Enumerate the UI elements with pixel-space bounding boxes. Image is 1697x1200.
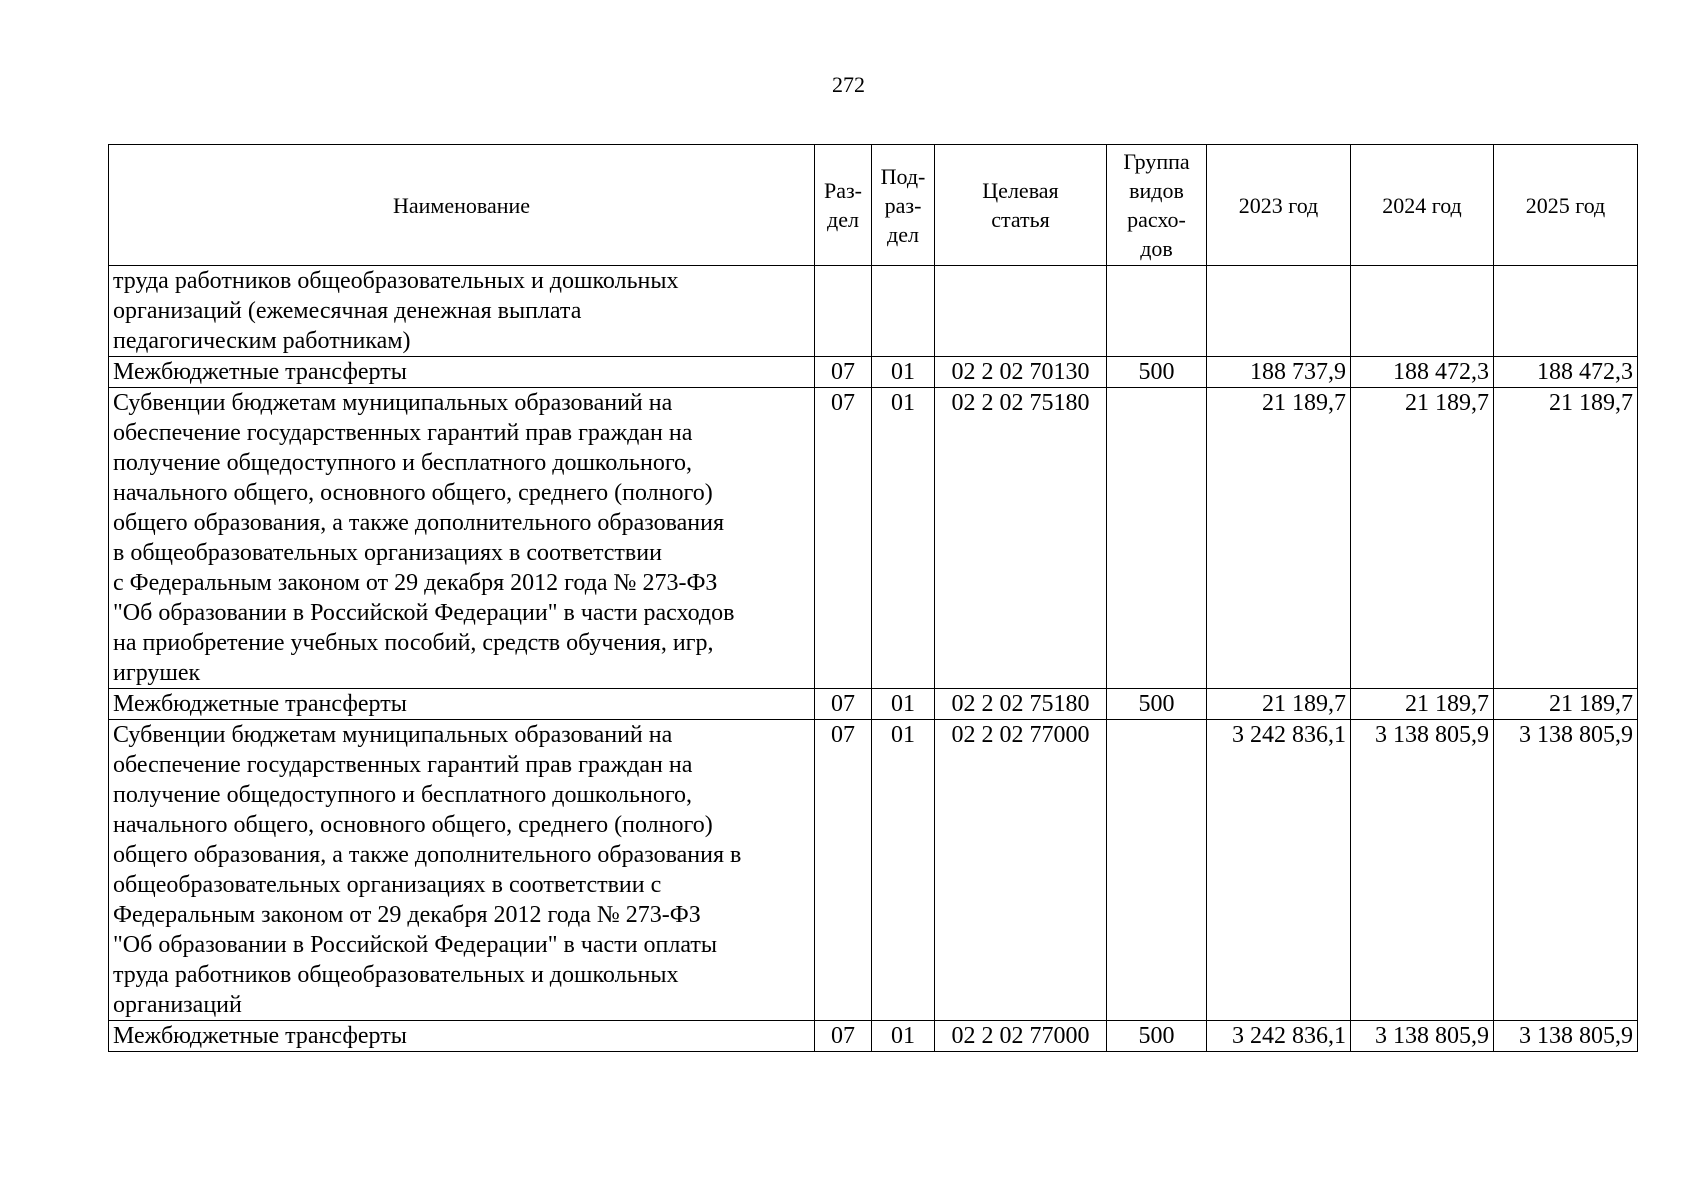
text-line: "Об образовании в Российской Федерации" в части расходов <box>113 600 735 626</box>
text-line: раз- <box>884 192 922 218</box>
header-section <box>815 145 872 266</box>
row-subsection: 01 <box>872 388 935 689</box>
row-name <box>109 1021 815 1052</box>
row-section: 07 <box>815 1021 872 1052</box>
row-2023: 3 242 836,1 <box>1207 1021 1351 1052</box>
table-row <box>109 357 1638 388</box>
text-line: игрушек <box>113 660 201 686</box>
row-article: 02 2 02 75180 <box>935 689 1107 720</box>
header-2024: 2024 год <box>1351 145 1494 266</box>
row-group <box>1107 720 1207 1021</box>
row-2023: 188 737,9 <box>1207 357 1351 388</box>
text-line: Целевая <box>982 178 1059 203</box>
text-line: видов <box>1129 178 1184 203</box>
header-2025: 2025 год <box>1494 145 1638 266</box>
row-subsection: 01 <box>872 689 935 720</box>
header-2023: 2023 год <box>1207 145 1351 266</box>
row-2025: 3 138 805,9 <box>1494 720 1638 1021</box>
text-line: Межбюджетные трансферты <box>113 359 407 385</box>
table-row <box>109 720 1638 1021</box>
budget-table <box>108 144 1638 1052</box>
row-2025: 3 138 805,9 <box>1494 1021 1638 1052</box>
table-row <box>109 388 1638 689</box>
row-2024: 188 472,3 <box>1351 357 1494 388</box>
row-2023: 21 189,7 <box>1207 388 1351 689</box>
text-line: расхо- <box>1127 207 1186 232</box>
text-line: "Об образовании в Российской Федерации" в части оплаты <box>113 932 717 958</box>
row-article <box>935 266 1107 357</box>
header-name: Наименование <box>109 145 815 266</box>
row-2024: 3 138 805,9 <box>1351 1021 1494 1052</box>
row-name <box>109 388 815 689</box>
text-line: общеобразовательных организациях в соответствии с <box>113 872 662 898</box>
row-group <box>1107 266 1207 357</box>
row-2025: 21 189,7 <box>1494 689 1638 720</box>
row-2024: 21 189,7 <box>1351 689 1494 720</box>
row-section: 07 <box>815 689 872 720</box>
table-header-row <box>109 145 1638 266</box>
header-target-article <box>935 145 1107 266</box>
text-line: начального общего, основного общего, среднего (полного) <box>113 480 713 506</box>
row-article: 02 2 02 77000 <box>935 1021 1107 1052</box>
text-line: получение общедоступного и бесплатного дошкольного, <box>113 782 693 808</box>
row-section <box>815 266 872 357</box>
text-line: Федеральным законом от 29 декабря 2012 года № 273-ФЗ <box>113 902 701 928</box>
row-2025: 188 472,3 <box>1494 357 1638 388</box>
row-section: 07 <box>815 720 872 1021</box>
text-line: Группа <box>1123 149 1190 174</box>
table-row <box>109 689 1638 720</box>
text-line: обеспечение государственных гарантий прав граждан на <box>113 420 693 446</box>
page-number: 272 <box>832 72 865 97</box>
row-subsection: 01 <box>872 720 935 1021</box>
row-name <box>109 266 815 357</box>
row-name <box>109 689 815 720</box>
text-line: Межбюджетные трансферты <box>113 691 407 717</box>
row-group: 500 <box>1107 1021 1207 1052</box>
text-line: Субвенции бюджетам муниципальных образований на <box>113 722 673 748</box>
text-line: Под- <box>880 163 926 189</box>
text-line: организаций (ежемесячная денежная выплата <box>113 298 582 324</box>
row-2024 <box>1351 266 1494 357</box>
text-line: дов <box>1140 236 1173 261</box>
text-line: начального общего, основного общего, среднего (полного) <box>113 812 713 838</box>
text-line: получение общедоступного и бесплатного дошкольного, <box>113 450 693 476</box>
row-2023: 3 242 836,1 <box>1207 720 1351 1021</box>
text-line: Раз- <box>823 178 863 203</box>
text-line: общего образования, а также дополнительного образования <box>113 510 725 536</box>
row-article: 02 2 02 77000 <box>935 720 1107 1021</box>
text-line: в общеобразовательных организациях в соответствии <box>113 540 662 566</box>
row-2025 <box>1494 266 1638 357</box>
row-name <box>109 720 815 1021</box>
row-section: 07 <box>815 357 872 388</box>
row-group <box>1107 388 1207 689</box>
text-line: Субвенции бюджетам муниципальных образований на <box>113 390 673 416</box>
header-expense-group <box>1107 145 1207 266</box>
text-line: статья <box>991 207 1050 232</box>
row-2023: 21 189,7 <box>1207 689 1351 720</box>
row-subsection: 01 <box>872 357 935 388</box>
table-row <box>109 1021 1638 1052</box>
row-article: 02 2 02 75180 <box>935 388 1107 689</box>
text-line: общего образования, а также дополнительного образования в <box>113 842 742 868</box>
text-line: труда работников общеобразовательных и дошкольных <box>113 268 679 294</box>
text-line: организаций <box>113 992 242 1018</box>
text-line: Межбюджетные трансферты <box>113 1023 407 1049</box>
row-2024: 21 189,7 <box>1351 388 1494 689</box>
text-line: обеспечение государственных гарантий прав граждан на <box>113 752 693 778</box>
text-line: труда работников общеобразовательных и дошкольных <box>113 962 679 988</box>
row-2023 <box>1207 266 1351 357</box>
table-row <box>109 266 1638 357</box>
text-line: дел <box>827 207 859 232</box>
row-subsection <box>872 266 935 357</box>
text-line: на приобретение учебных пособий, средств обучения, игр, <box>113 630 714 656</box>
text-line: с Федеральным законом от 29 декабря 2012 года № 273-ФЗ <box>113 570 718 596</box>
row-subsection: 01 <box>872 1021 935 1052</box>
row-name <box>109 357 815 388</box>
row-section: 07 <box>815 388 872 689</box>
row-group: 500 <box>1107 357 1207 388</box>
row-article: 02 2 02 70130 <box>935 357 1107 388</box>
row-2025: 21 189,7 <box>1494 388 1638 689</box>
row-group: 500 <box>1107 689 1207 720</box>
header-subsection <box>872 145 935 266</box>
row-2024: 3 138 805,9 <box>1351 720 1494 1021</box>
text-line: дел <box>887 221 919 247</box>
text-line: педагогическим работникам) <box>113 328 411 354</box>
